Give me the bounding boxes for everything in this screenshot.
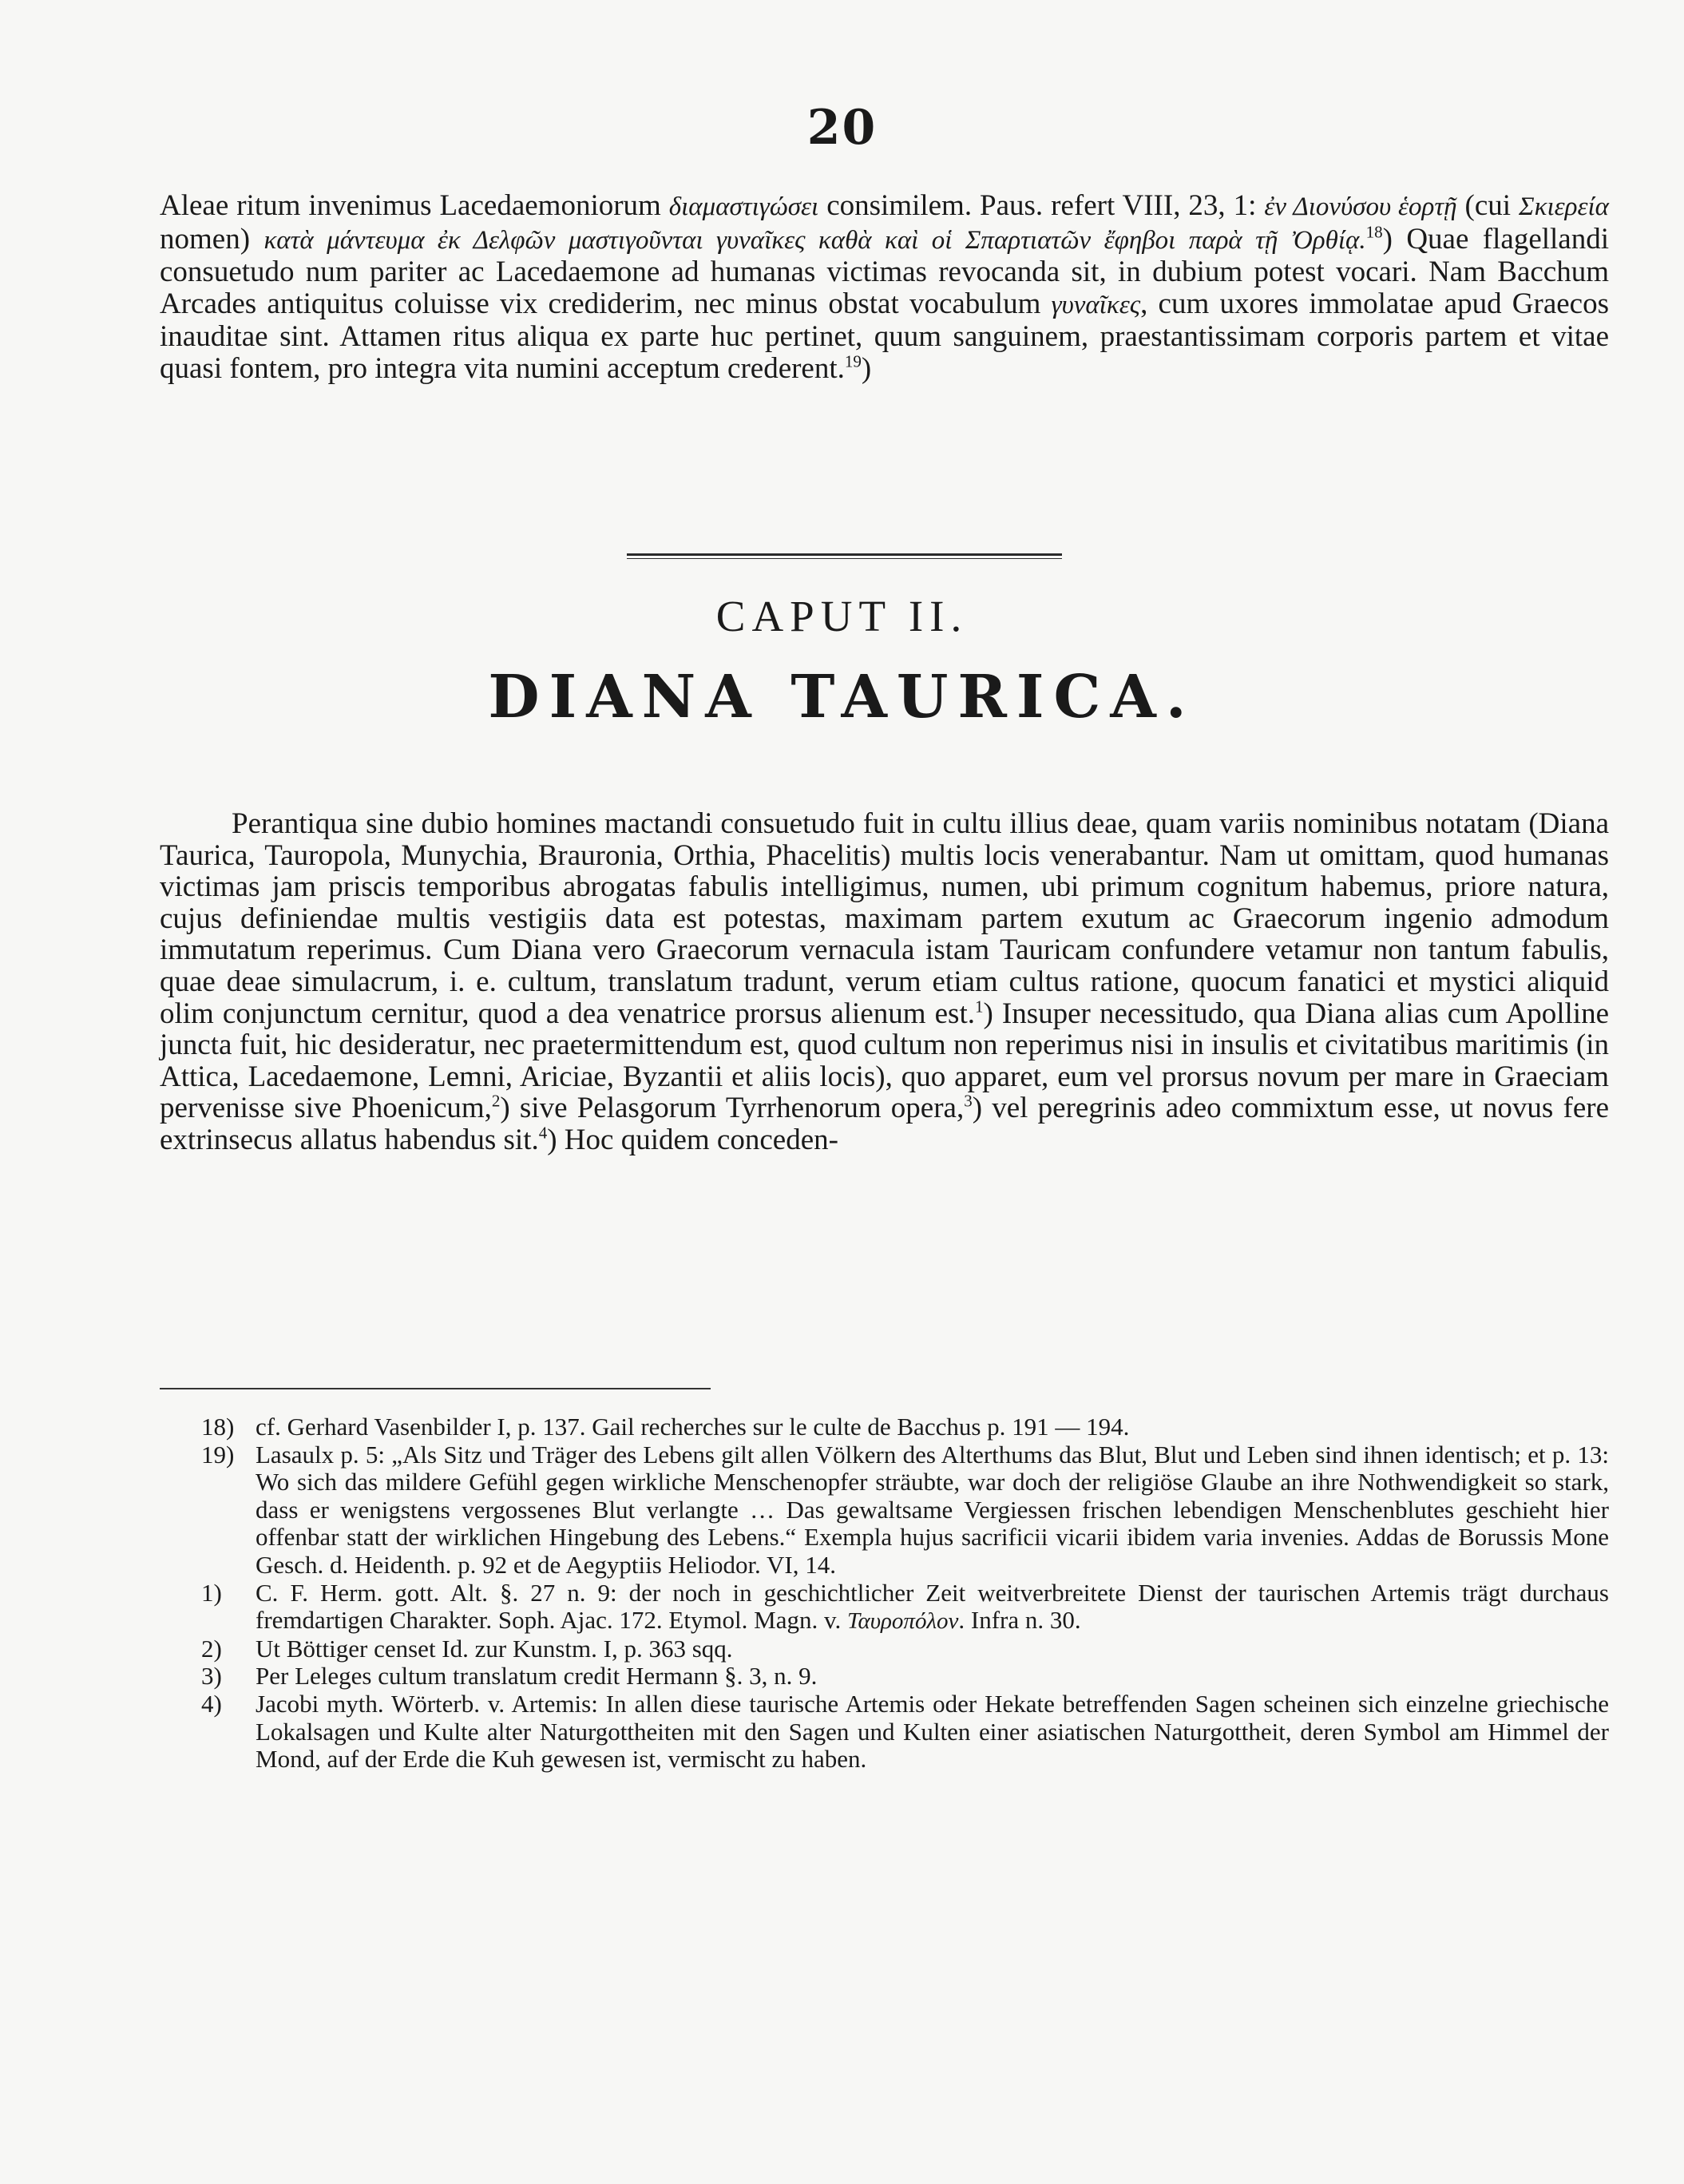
body-text-run: ) sive Pelasgorum Tyrrhenorum opera, [500,1092,965,1125]
footnote-ref[interactable]: 1 [974,997,984,1017]
greek-phrase: ἐν Διονύσου ἑορτῇ [1264,192,1457,221]
footnote-number: 1) [201,1578,222,1607]
footnote [160,1663,1609,1691]
intro-paragraph [160,190,1609,385]
intro-text [160,190,1609,385]
footnote-number: 2) [201,1634,222,1663]
chapter-label: CAPUT II. [715,592,969,640]
chapter-title: DIANA TAURICA. [488,663,1196,731]
footnote-number: 3) [201,1662,222,1691]
body-text-run: Perantiqua sine dubio homines mactandi consuetudo fuit in cultu illius deae, quam variis nominibus notatam (Diana Taurica, Tauropola, Munychia, Brauronia, Orthia, Phacelitis) multis locis venerabantur. Nam ut omittam, quod humanas victimas jam priscis temporibus abrogatas fabulis intelligimus, numen, ubi primum cognitum habemus, priore natura, cujus definiendae multis vestigiis data est potestas, maximam partem exutum ac Graecorum ingenio admodum immutatum reperimus. Cum Diana vero Graecorum vernacula istam Tauricam confundere vetamur non tantum fabulis, quae deae simulacrum, i. e. cultum, translatum tradunt, verum etiam cultus ratione, quocum fanatici et mystici aliquid olim conjunctum cernitur, quod a dea venatrice prorsus alienum est. [160,807,1609,1030]
footnote-text: Per Leleges cultum translatum credit Hermann §. 3, n. 9. [256,1662,818,1691]
footnote [160,1691,1609,1774]
body-text-run: ) Hoc quidem conceden- [547,1123,838,1156]
body-text [160,808,1609,1156]
intro-text-run: nomen) [160,222,264,256]
section-divider [627,553,1062,559]
footnote-text: cf. Gerhard Vasenbilder I, p. 137. Gail recherches sur le culte de Bacchus p. 191 — 194. [256,1413,1130,1441]
greek-phrase: Ταυροπόλον [846,1608,959,1635]
footnote-text: Jacobi myth. Wörterb. v. Artemis: In allen diese taurische Artemis oder Hekate betreffenden Sagen scheinen sich einzelne griechische Lokalsagen und Kulte alter Naturgottheiten mit den Sagen und Kulten einer asiatischen Naturgottheit, deren Symbol am Himmel der Mond, auf der Erde die Kuh gewesen ist, vermischt zu haben. [256,1689,1609,1774]
footnote-ref[interactable]: 2 [491,1092,501,1112]
footnote-text: Ut Böttiger censet Id. zur Kunstm. I, p. 363 sqq. [256,1634,733,1663]
footnote-text: C. F. Herm. gott. Alt. §. 27 n. 9: der noch in geschichtlicher Zeit weitverbreitete Dienst der taurischen Artemis trägt durchaus fremdartigen Charakter. Soph. Ajac. 172. Etymol. Magn. v. [256,1578,1609,1635]
footnote-text: . Infra n. 30. [958,1606,1081,1635]
body-text-run: ) vel peregrinis adeo commixtum esse, ut novus fere extrinsecus allatus habendus sit. [160,1092,1609,1156]
footnote-number: 4) [201,1689,222,1718]
footnote-ref[interactable]: 19 [844,351,862,371]
intro-text-run: (cui [1456,189,1520,222]
footnote-ref[interactable]: 4 [538,1123,548,1143]
body-paragraph [160,808,1609,1156]
body-text-run: ) Insuper necessitudo, qua Diana alias cum Apolline juncta fuit, hic desideratur, nec praetermittendum est, quod cultum non reperimus nisi in insulis et civitatibus maritimis (in Attica, Lacedaemone, Lemni, Ariciae, Byzantii et aliis locis), quo apparet, eum vel prorsus novum per mare in Graeciam pervenisse sive Phoenicum, [160,997,1609,1125]
intro-text-run: ) Quae flagellandi consuetudo num pariter ac Lacedaemone ad humanas victimas revocanda sit, in dubium potest vocari. Nam Bacchum Arcades antiquitus coluisse vix crediderim, nec minus obstat vocabulum [160,222,1609,320]
footnote-number: 19) [201,1440,235,1469]
page-number: 20 [806,100,878,156]
footnote [160,1441,1609,1580]
footnote [160,1635,1609,1663]
greek-phrase: κατὰ μάντευμα ἐκ Δελφῶν μαστιγοῦνται γυναῖκες καθὰ καὶ οἱ Σπαρτιατῶν ἔφηβοι παρὰ τῇ Ὀρθίᾳ. [263,225,1366,255]
greek-phrase: Σκιερεία [1519,192,1609,221]
footnote-divider [160,1388,711,1389]
footnote-number: 18) [201,1413,235,1441]
footnote-ref[interactable]: 18 [1365,222,1383,242]
intro-text-run: consimilem. Paus. refert VIII, 23, 1: [818,189,1265,222]
intro-text-run: Aleae ritum invenimus Lacedaemoniorum [160,189,669,222]
footnotes [160,1413,1609,1774]
footnote [160,1580,1609,1635]
footnote-ref[interactable]: 3 [964,1092,973,1112]
greek-phrase: γυναῖκες [1051,290,1141,319]
intro-text-run: , cum uxores immolatae apud Graecos inauditae sint. Attamen ritus aliqua ex parte huc pertinet, quum sanguinem, praestantissimam corporis partem et vitae quasi fontem, pro integra vita numini acceptum crederent. [160,287,1610,385]
footnote [160,1413,1609,1441]
footnote-text: Lasaulx p. 5: „Als Sitz und Träger des Lebens gilt allen Völkern des Alterthums das Blut, Blut und Leben sind ihnen identisch; et p. 13: Wo sich das mildere Gefühl gegen wirkliche Menschenopfer sträubte, war doch der religiöse Glaube an ihre Nothwendigkeit so stark, dass er wenigstens vergossenes Blut verlangte … Das gewaltsame Vergiessen frischen lebendigen Menschenblutes geschieht hier offenbar statt der wirklichen Hingebung des Lebens.“ Exempla hujus sacrificii vicarii ibidem varia invenies. Addas de Borussis Mone Gesch. d. Heidenth. p. 92 et de Aegyptiis Heliodor. VI, 14. [256,1440,1609,1579]
intro-text-run: ) [861,351,872,385]
greek-phrase: διαμαστιγώσει [668,192,819,221]
